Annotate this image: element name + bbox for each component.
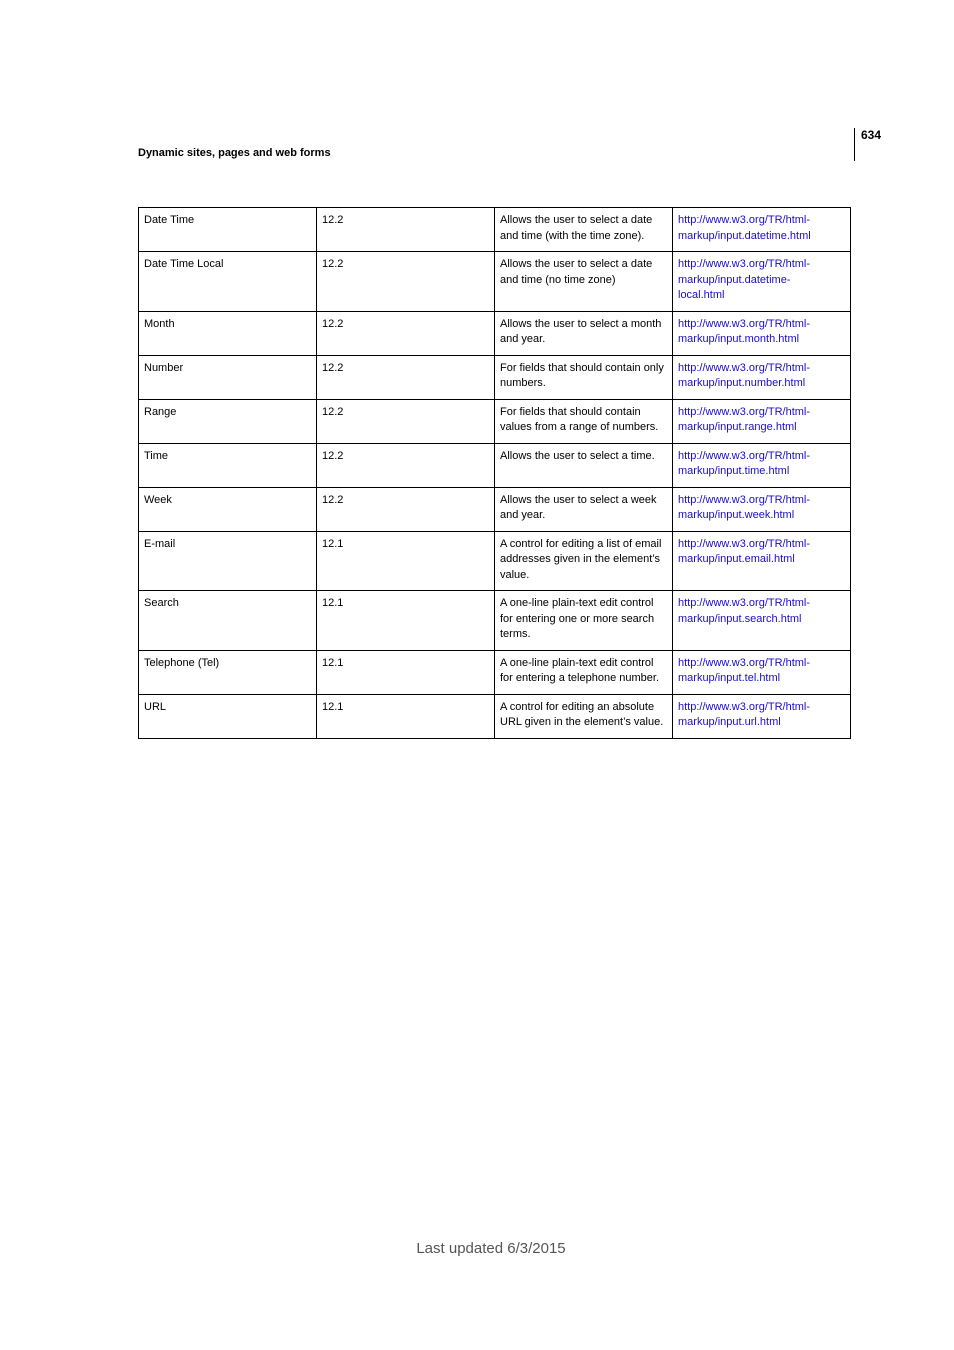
input-types-table — [138, 207, 851, 739]
input-type-name: Date Time — [139, 208, 317, 252]
version: 12.1 — [317, 531, 495, 591]
input-type-name: Month — [139, 311, 317, 355]
reference-link[interactable] — [673, 443, 851, 487]
version: 12.2 — [317, 399, 495, 443]
description: A control for editing an absolute URL given in the element’s value. — [495, 694, 673, 738]
link-line[interactable]: http://www.w3.org/TR/html- — [678, 700, 811, 713]
version: 12.2 — [317, 443, 495, 487]
link-line[interactable]: markup/input.week.html — [678, 509, 795, 521]
input-type-name: Range — [139, 399, 317, 443]
table-row — [139, 311, 851, 355]
footer — [0, 1240, 954, 1257]
page-number: 634 — [861, 128, 882, 142]
input-type-name: Telephone (Tel) — [139, 650, 317, 694]
link-line[interactable]: local.html — [678, 289, 725, 301]
link-line[interactable]: markup/input.tel.html — [678, 672, 781, 684]
reference-link[interactable] — [673, 591, 851, 651]
link-line[interactable]: markup/input.time.html — [678, 465, 790, 477]
link-line[interactable]: http://www.w3.org/TR/html- — [678, 361, 811, 374]
version: 12.2 — [317, 311, 495, 355]
last-updated: Last updated 6/3/2015 — [416, 1240, 566, 1257]
table-row — [139, 650, 851, 694]
reference-link[interactable] — [673, 650, 851, 694]
description: Allows the user to select a date and time (with the time zone). — [495, 208, 673, 252]
link-line[interactable]: markup/input.search.html — [678, 612, 802, 625]
table-row — [139, 531, 851, 591]
input-type-name: URL — [139, 694, 317, 738]
input-type-name: Week — [139, 487, 317, 531]
link-line[interactable]: markup/input.month.html — [678, 333, 800, 345]
input-type-name: E-mail — [139, 531, 317, 591]
link-line[interactable]: http://www.w3.org/TR/html- — [678, 597, 811, 609]
link-line[interactable]: markup/input.range.html — [678, 421, 797, 433]
link-line[interactable]: http://www.w3.org/TR/html- — [678, 656, 811, 669]
input-type-name: Date Time Local — [139, 252, 317, 312]
version: 12.2 — [317, 487, 495, 531]
table-row — [139, 208, 851, 252]
description: A control for editing a list of email addresses given in the element’s value. — [495, 531, 673, 591]
link-line[interactable]: http://www.w3.org/TR/html- — [678, 493, 811, 506]
link-line[interactable]: http://www.w3.org/TR/html- — [678, 258, 811, 270]
link-line[interactable]: http://www.w3.org/TR/html- — [678, 537, 811, 550]
table-row — [139, 443, 851, 487]
table-body — [139, 208, 851, 739]
description: A one-line plain-text edit control for entering one or more search terms. — [495, 591, 673, 651]
reference-link[interactable] — [673, 252, 851, 312]
version: 12.1 — [317, 694, 495, 738]
header-rule — [854, 128, 855, 161]
version: 12.2 — [317, 252, 495, 312]
link-line[interactable]: markup/input.email.html — [678, 553, 795, 565]
input-type-name: Search — [139, 591, 317, 651]
table-row — [139, 487, 851, 531]
version: 12.2 — [317, 208, 495, 252]
reference-link[interactable] — [673, 208, 851, 252]
reference-link[interactable] — [673, 399, 851, 443]
link-line[interactable]: markup/input.datetime.html — [678, 229, 811, 242]
version: 12.2 — [317, 355, 495, 399]
description: Allows the user to select a month and year. — [495, 311, 673, 355]
reference-link[interactable] — [673, 311, 851, 355]
running-title: Dynamic sites, pages and web forms — [138, 147, 331, 159]
link-line[interactable]: http://www.w3.org/TR/html- — [678, 449, 811, 462]
input-type-name: Time — [139, 443, 317, 487]
reference-link[interactable] — [673, 355, 851, 399]
description: For fields that should contain values from a range of numbers. — [495, 399, 673, 443]
version: 12.1 — [317, 650, 495, 694]
table-row — [139, 355, 851, 399]
link-line[interactable]: markup/input.url.html — [678, 716, 781, 728]
table-row — [139, 399, 851, 443]
reference-link[interactable] — [673, 694, 851, 738]
description: Allows the user to select a week and year. — [495, 487, 673, 531]
input-type-name: Number — [139, 355, 317, 399]
table-row — [139, 591, 851, 651]
link-line[interactable]: http://www.w3.org/TR/html- — [678, 317, 811, 330]
description: Allows the user to select a date and time (no time zone) — [495, 252, 673, 312]
description: For fields that should contain only numbers. — [495, 355, 673, 399]
table-row — [139, 694, 851, 738]
reference-link[interactable] — [673, 487, 851, 531]
description: Allows the user to select a time. — [495, 443, 673, 487]
link-line[interactable]: http://www.w3.org/TR/html- — [678, 405, 811, 418]
link-line[interactable]: markup/input.datetime- — [678, 273, 791, 286]
link-line[interactable]: http://www.w3.org/TR/html- — [678, 214, 811, 226]
link-line[interactable]: markup/input.number.html — [678, 377, 806, 389]
table-row — [139, 252, 851, 312]
reference-link[interactable] — [673, 531, 851, 591]
version: 12.1 — [317, 591, 495, 651]
description: A one-line plain-text edit control for entering a telephone number. — [495, 650, 673, 694]
